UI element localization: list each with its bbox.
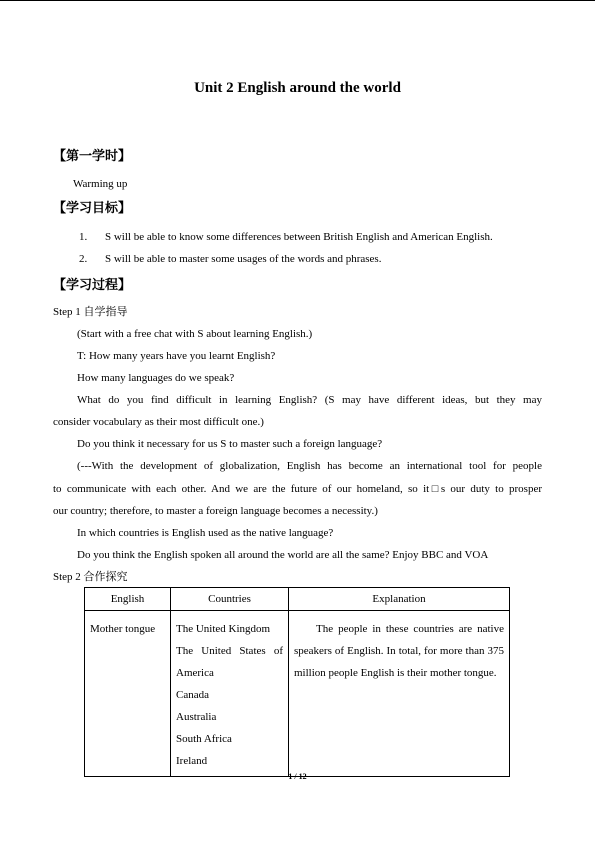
table-row	[85, 611, 510, 777]
country-item: The United States of	[176, 645, 283, 657]
section-heading-first-period: 【第一学时】	[53, 149, 132, 164]
paragraph-line: (---With the development of globalization, English has become an international tool for people	[77, 460, 542, 472]
table-header-row	[85, 588, 510, 611]
country-item: Ireland	[176, 755, 208, 767]
table-cell-countries	[171, 611, 289, 777]
country-item: Canada	[176, 689, 209, 701]
table-header-cell: Countries	[171, 588, 289, 611]
section-heading-process: 【学习过程】	[53, 278, 132, 293]
objective-text: S will be able to master some usages of the words and phrases.	[105, 253, 382, 265]
paragraph-line: Do you think the English spoken all around the world are all the same? Enjoy BBC and VOA	[77, 549, 489, 561]
paragraph-line: Do you think it necessary for us S to master such a foreign language?	[77, 438, 383, 450]
paragraph-line: In which countries is English used as the native language?	[77, 527, 334, 539]
objective-text: S will be able to know some differences between British English and American English.	[105, 231, 493, 243]
objective-item	[79, 230, 493, 244]
paragraph-line: consider vocabulary as their most difficult one.)	[53, 416, 264, 428]
warming-up-label: Warming up	[73, 178, 128, 190]
objective-item	[79, 252, 381, 266]
table-cell-english: Mother tongue	[85, 611, 171, 777]
paragraph-line: How many languages do we speak?	[77, 372, 235, 384]
table-header-cell: English	[85, 588, 171, 611]
step1-label: Step 1 自学指导	[53, 306, 128, 318]
header-rule	[0, 0, 595, 1]
objective-number: 1.	[79, 231, 88, 243]
paragraph-line: T: How many years have you learnt English?	[77, 350, 276, 362]
document-title: Unit 2 English around the world	[194, 80, 401, 96]
paragraph-line: (Start with a free chat with S about learning English.)	[77, 328, 313, 340]
paragraph-line: What do you find difficult in learning English? (S may have different ideas, but they may	[77, 394, 542, 406]
country-item: The United Kingdom	[176, 623, 271, 635]
paragraph-line: to communicate with each other. And we are the future of our homeland, so it□s our duty to prosper	[53, 483, 542, 495]
table-cell-explanation: The people in these countries are native speakers of English. In total, for more than 375 million people English is their mother tongue.	[289, 611, 510, 777]
step2-label: Step 2 合作探究	[53, 571, 128, 583]
table-header-cell: Explanation	[289, 588, 510, 611]
section-heading-objectives: 【学习目标】	[53, 201, 132, 216]
country-item: South Africa	[176, 733, 232, 745]
page-number: 1 / 12	[288, 772, 307, 781]
objective-number: 2.	[79, 253, 88, 265]
country-item: Australia	[176, 711, 217, 723]
english-countries-table	[84, 587, 510, 777]
paragraph-line: our country; therefore, to master a foreign language becomes a necessity.)	[53, 505, 378, 517]
country-item: America	[176, 667, 214, 679]
